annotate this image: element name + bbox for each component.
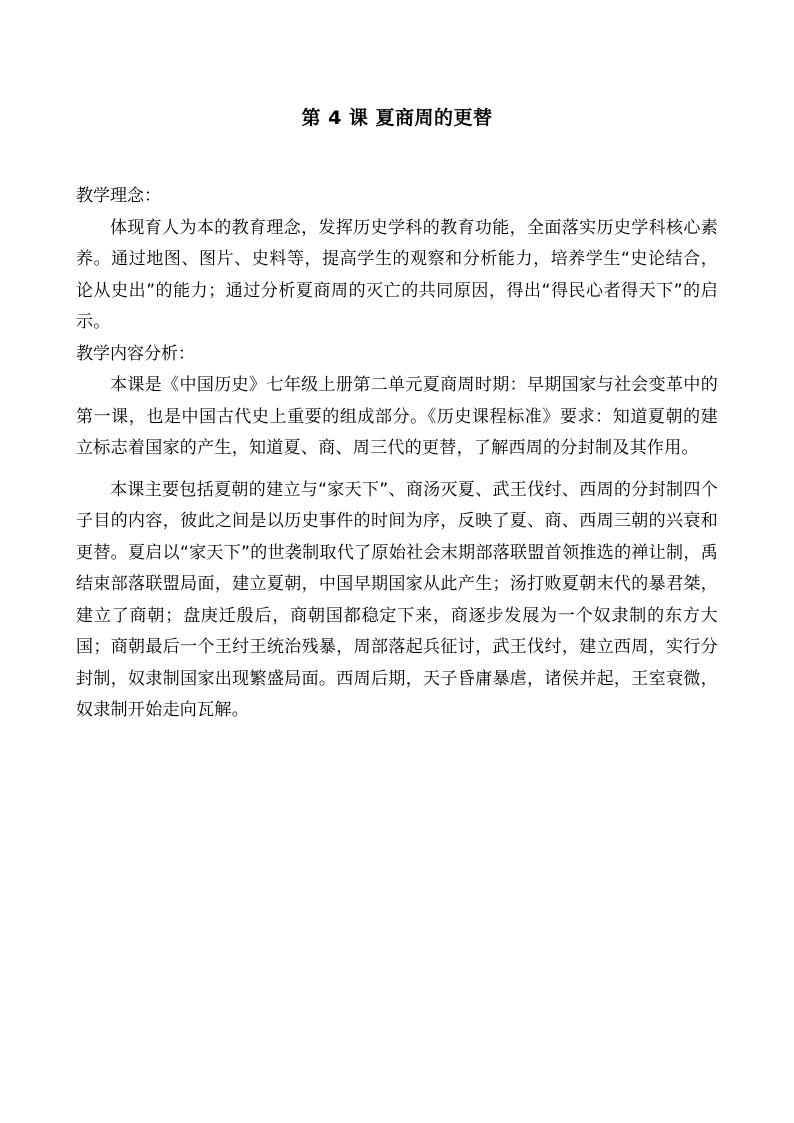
lesson-title: 第 4 课 夏商周的更替	[301, 107, 493, 129]
document-body	[76, 181, 718, 727]
section-heading-teaching-philosophy: 教学理念：	[76, 186, 161, 206]
paragraph-content-analysis-2: 本课主要包括夏朝的建立与“家天下”、商汤灭夏、武王伐纣、西周的分封制四个子目的内容，彼此之间是以历史事件的时间为序，反映了夏、商、西周三朝的兴衰和更替。夏启以“家天下”的世袭制取代了原始社会末期部落联盟首领推选的禅让制，禹结束部落联盟局面，建立夏朝，中国早期国家从此产生；汤打败夏朝末代的暴君桀，建立了商朝；盘庚迁殷后，商朝国都稳定下来，商逐步发展为一个奴隶制的东方大国；商朝最后一个王纣王统治残暴，周部落起兵征讨，武王伐纣，建立西周，实行分封制，奴隶制国家出现繁盛局面。西周后期，天子昏庸暴虐，诸侯并起，王室衰微，奴隶制开始走向瓦解。	[76, 479, 718, 720]
paragraph-teaching-philosophy: 体现育人为本的教育理念，发挥历史学科的教育功能，全面落实历史学科核心素养。通过地图、图片、史料等，提高学生的观察和分析能力，培养学生“史论结合，论从史出”的能力；通过分析夏商周的灭亡的共同原因，得出“得民心者得天下”的启示。	[76, 217, 718, 332]
section-heading-content-analysis: 教学内容分析：	[76, 343, 195, 364]
paragraph-content-analysis-1: 本课是《中国历史》七年级上册第二单元夏商周时期：早期国家与社会变革中的第一课，也是中国古代史上重要的组成部分。《历史课程标准》要求：知道夏朝的建立标志着国家的产生，知道夏、商、周三代的更替，了解西周的分封制及其作用。	[76, 375, 718, 458]
